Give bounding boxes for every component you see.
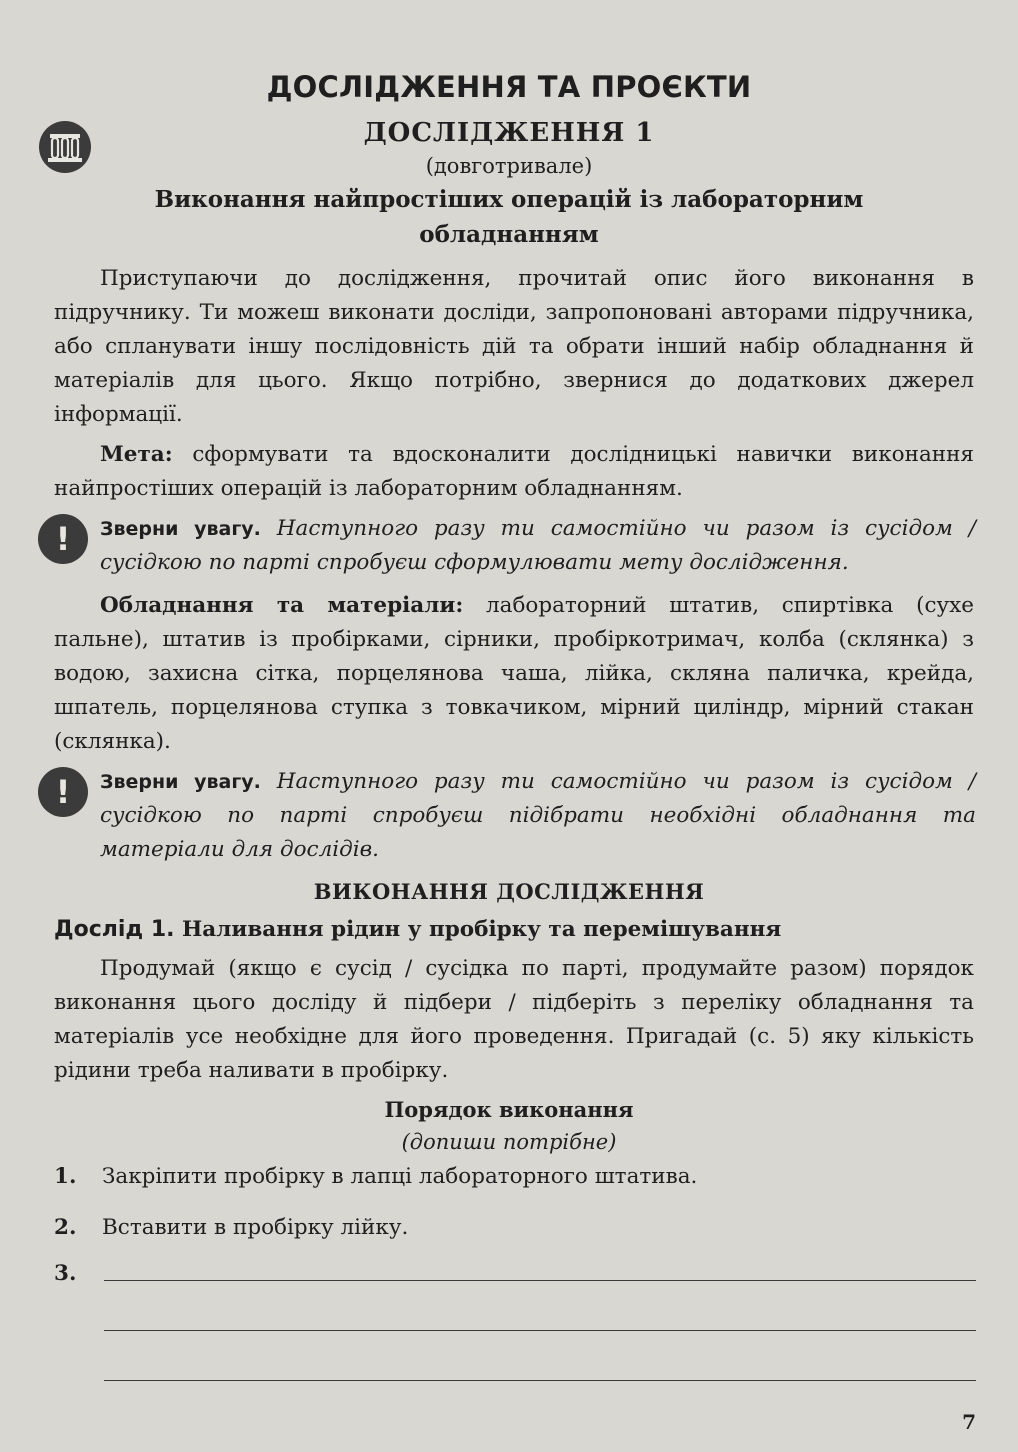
research-duration: (довготривале) xyxy=(425,154,593,178)
attention-body: Наступного разу ти самостійно чи разом із сусідом / сусідкою по парті спробуєш сформулювати мету дослідження. xyxy=(100,516,976,575)
equipment-text: лабораторний штатив, спиртівка (сухе пальне), штатив із пробірками, сірники, пробіркотримач, колба (склянка) з водою, захисна сітка, порцелянова чаша, лійка, скляна паличка, крейда, шпатель, порцелянова ступка з товкачиком, мірний циліндр, мірний стакан (склянка). xyxy=(54,593,974,754)
step-item xyxy=(54,1164,974,1189)
research-subtitle-line1: Виконання найпростіших операцій із лабораторним xyxy=(154,186,864,213)
equipment-label: Обладнання та матеріали: xyxy=(100,593,464,618)
goal-paragraph xyxy=(54,438,974,506)
step-item xyxy=(54,1215,974,1240)
answer-line[interactable] xyxy=(104,1280,976,1281)
research-title: ДОСЛІДЖЕННЯ 1 xyxy=(363,118,655,148)
answer-line[interactable] xyxy=(104,1330,976,1331)
goal-label: Мета: xyxy=(100,442,173,467)
attention-body: Наступного разу ти самостійно чи разом із сусідом / сусідкою по парті спробуєш підібрати необхідні обладнання та матеріали для дослідів. xyxy=(100,769,976,862)
step-text: Закріпити пробірку в лапці лабораторного штатива. xyxy=(102,1164,698,1189)
main-heading: ДОСЛІДЖЕННЯ ТА ПРОЄКТИ xyxy=(266,70,752,104)
experiment-description: Продумай (якщо є сусід / сусідка по парті, продумайте разом) порядок виконання цього досліду й підбери / підберіть з переліку обладнання та матеріалів усе необхідне для його проведення. Пригадай (с. 5) яку кількість рідини треба наливати в пробірку. xyxy=(54,956,974,1083)
attention-text-1 xyxy=(100,512,976,580)
order-subtitle: (допиши потрібне) xyxy=(401,1130,617,1154)
experiment-heading xyxy=(54,917,974,942)
attention-label: Зверни увагу. xyxy=(100,518,261,540)
research-subtitle-line2: обладнанням xyxy=(419,221,599,248)
step-number: 2. xyxy=(54,1215,77,1240)
step-item xyxy=(54,1261,974,1286)
step-text: Вставити в пробірку лійку. xyxy=(102,1215,409,1240)
answer-line[interactable] xyxy=(104,1380,976,1381)
intro-paragraph: Приступаючи до дослідження, прочитай опис його виконання в підручнику. Ти можеш виконати досліди, запропоновані авторами підручника, або спланувати іншу послідовність дій та обрати інший набір обладнання й матеріалів для цього. Якщо потрібно, звернися до додаткових джерел інформації. xyxy=(54,266,974,427)
experiment-label: Дослід 1. xyxy=(54,917,175,942)
attention-text-2 xyxy=(100,765,976,867)
section-title: ВИКОНАННЯ ДОСЛІДЖЕННЯ xyxy=(313,879,705,904)
exclamation-icon: ! xyxy=(38,767,88,817)
equipment-paragraph xyxy=(54,589,974,759)
goal-text: сформувати та вдосконалити дослідницькі навички виконання найпростіших операцій із лабораторним обладнанням. xyxy=(54,442,974,501)
experiment-title: Наливання рідин у пробірку та перемішування xyxy=(174,917,782,942)
step-number: 3. xyxy=(54,1261,77,1286)
exclamation-icon: ! xyxy=(38,514,88,564)
attention-label: Зверни увагу. xyxy=(100,771,261,793)
step-number: 1. xyxy=(54,1164,77,1189)
order-title: Порядок виконання xyxy=(384,1097,634,1122)
page-number: 7 xyxy=(962,1410,976,1434)
